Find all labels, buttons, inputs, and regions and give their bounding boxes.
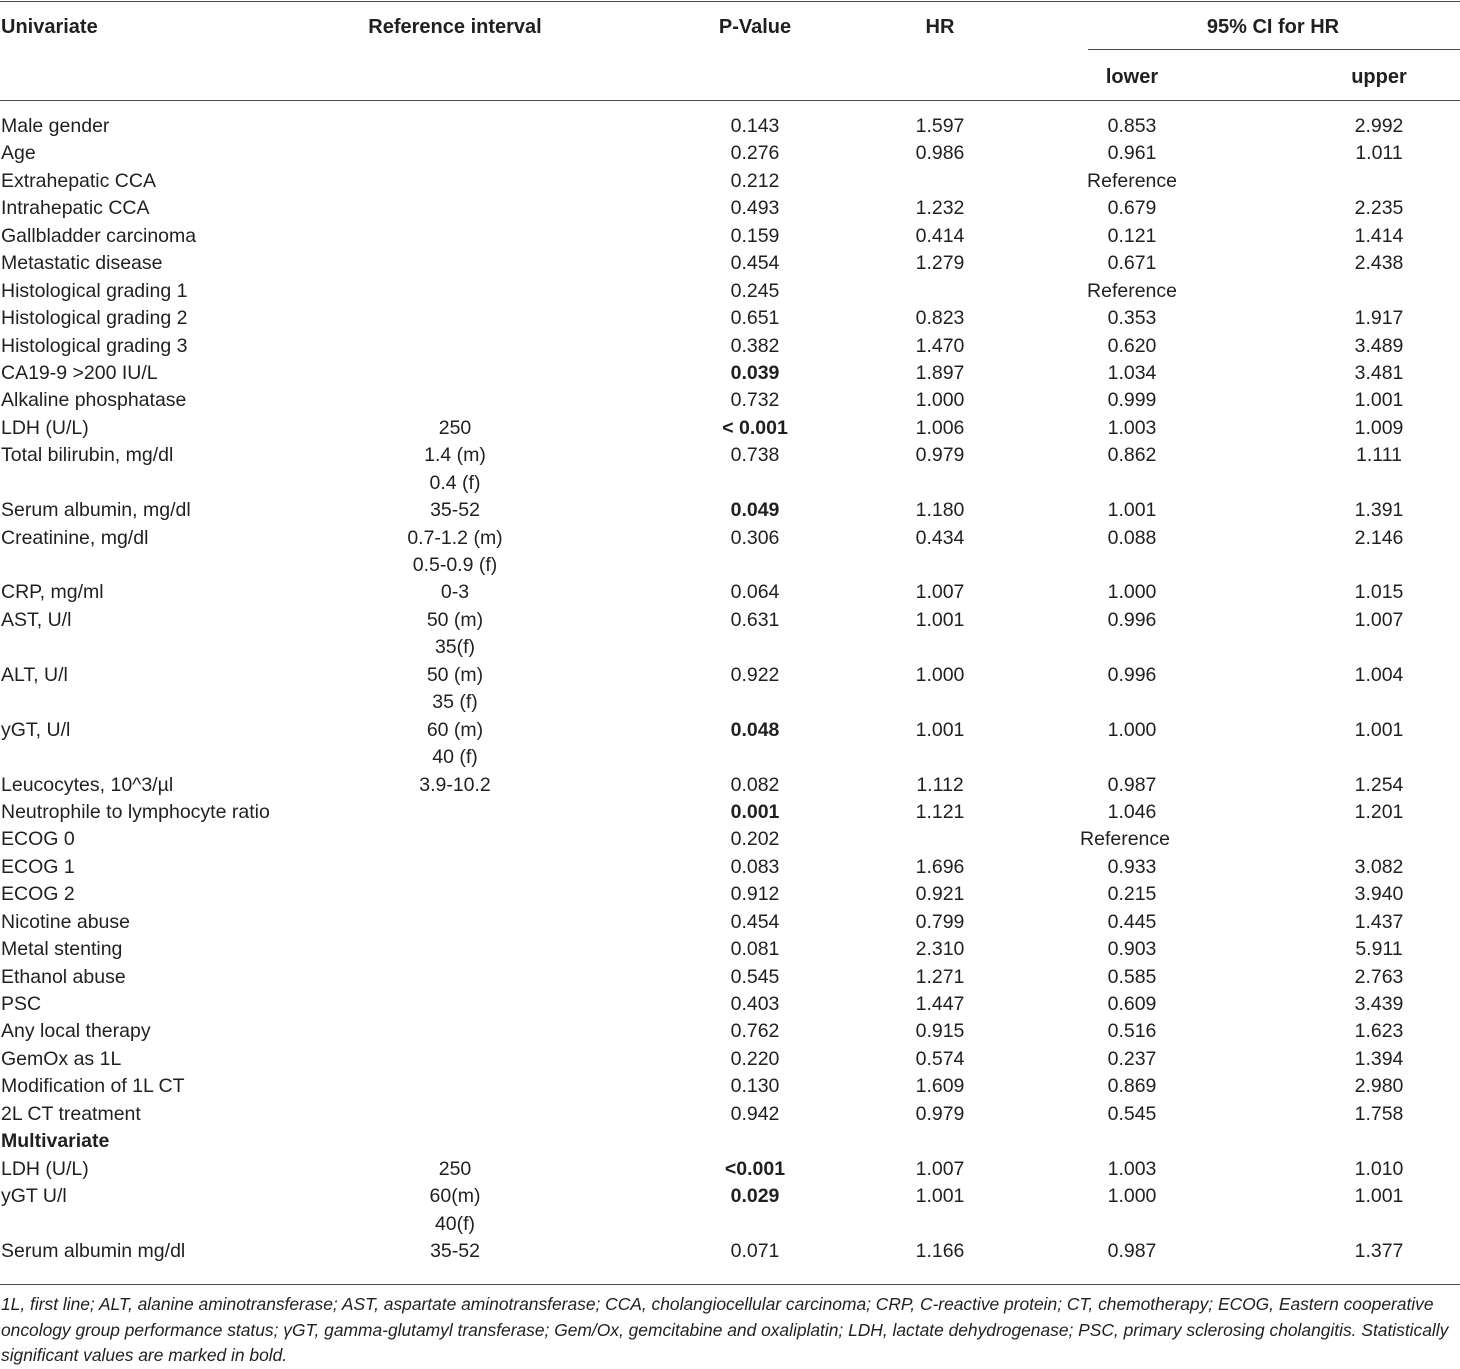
hr-cell: 1.609 — [915, 1075, 965, 1098]
ci-lower-cell: 1.000 — [1107, 718, 1157, 741]
ci-upper-cell: 1.758 — [1354, 1102, 1404, 1125]
table-body — [0, 113, 1460, 1265]
row-label: GemOx as 1L — [1, 1047, 122, 1070]
table-row — [0, 826, 1460, 853]
ci-lower-cell: 0.999 — [1107, 389, 1157, 412]
row-label: Male gender — [1, 115, 110, 137]
row-label: Total bilirubin, mg/dl — [1, 444, 174, 467]
ci-lower-cell: 1.046 — [1107, 800, 1157, 823]
table-row — [0, 1101, 1460, 1128]
hr-cell: 1.271 — [915, 965, 965, 988]
reference-interval-cell: 50 (m) — [426, 663, 484, 686]
p-value-cell: 0.001 — [730, 800, 780, 823]
reference-category-cell: Reference — [1087, 279, 1177, 302]
p-value-cell: 0.064 — [730, 581, 780, 604]
row-label: ECOG 0 — [1, 828, 75, 851]
table-row — [0, 909, 1460, 936]
ci-upper-cell: 3.481 — [1354, 361, 1404, 384]
hr-cell: 1.001 — [915, 608, 965, 631]
header-univariate: Univariate — [1, 16, 98, 38]
ci-lower-cell: 0.516 — [1107, 1020, 1157, 1043]
p-value-cell: 0.454 — [730, 252, 780, 275]
hr-cell: 0.434 — [915, 526, 965, 549]
reference-interval-cell: 35-52 — [430, 499, 480, 522]
p-value-cell: 0.403 — [730, 993, 780, 1015]
row-label: yGT U/l — [1, 1185, 67, 1208]
row-label: Serum albumin mg/dl — [1, 1239, 186, 1262]
p-value-cell: 0.738 — [730, 444, 780, 467]
row-label: Leucocytes, 10^3/µl — [1, 773, 174, 796]
header-ci-group: 95% CI for HR — [1206, 16, 1340, 38]
hr-cell: 0.414 — [915, 224, 965, 247]
p-value-cell: < 0.001 — [722, 416, 788, 439]
hr-cell: 1.897 — [915, 361, 965, 384]
reference-interval-cell: 250 — [438, 416, 472, 439]
reference-interval-cell: 0.4 (f) — [429, 471, 481, 494]
ci-upper-cell: 1.394 — [1354, 1047, 1404, 1070]
table-row — [0, 772, 1460, 799]
header-reference-interval: Reference interval — [368, 16, 542, 38]
table-row — [0, 442, 1460, 469]
table-row — [0, 552, 1460, 579]
ci-upper-cell: 3.940 — [1354, 883, 1404, 906]
ci-upper-cell: 1.011 — [1355, 142, 1403, 165]
row-label: ECOG 2 — [1, 883, 75, 906]
row-label: Metal stenting — [1, 938, 123, 961]
ci-lower-cell: 0.987 — [1107, 773, 1157, 796]
row-label: Histological grading 1 — [1, 279, 188, 302]
ci-lower-cell: 0.679 — [1107, 197, 1157, 220]
table-row — [0, 250, 1460, 277]
table-row — [0, 717, 1460, 744]
row-label: PSC — [1, 993, 42, 1015]
row-label: Extrahepatic CCA — [1, 169, 156, 192]
row-label: LDH (U/L) — [1, 416, 89, 439]
reference-category-cell: Reference — [1080, 828, 1170, 851]
ci-lower-cell: 0.996 — [1107, 663, 1157, 686]
footnote-abbreviations: 1L, first line; ALT, alanine aminotransferase; AST, aspartate aminotransferase; CCA, cholangiocellular carcinoma; CRP, C-reactive protein; CT, chemotherapy; ECOG, Eastern cooperative oncology group performance status; γGT, gamma-glutamyl transferase; Gem/Ox, gemcitabine and oxaliplatin; LDH, lactate dehydrogenase; PSC, primary sclerosing cholangitis. — [1, 1294, 1434, 1340]
ci-lower-cell: 0.353 — [1107, 307, 1157, 330]
ci-upper-cell: 5.911 — [1355, 938, 1403, 961]
p-value-cell: 0.651 — [730, 307, 780, 330]
ci-lower-cell: 0.933 — [1107, 855, 1157, 878]
ci-lower-cell: 0.996 — [1107, 608, 1157, 631]
table-row — [0, 305, 1460, 332]
table-row — [0, 497, 1460, 524]
ci-upper-cell: 1.001 — [1354, 1185, 1404, 1208]
p-value-cell: 0.912 — [730, 883, 780, 906]
ci-upper-cell: 2.992 — [1354, 115, 1404, 137]
row-label: 2L CT treatment — [1, 1102, 141, 1125]
reference-interval-cell: 0.5-0.9 (f) — [412, 554, 498, 576]
ci-lower-cell: 1.000 — [1107, 581, 1157, 604]
table-row — [0, 854, 1460, 881]
row-label: Any local therapy — [1, 1020, 151, 1043]
row-label: yGT, U/l — [1, 718, 71, 741]
ci-upper-cell: 2.438 — [1354, 252, 1404, 275]
ci-lower-cell: 0.903 — [1107, 938, 1157, 961]
table-row — [0, 525, 1460, 552]
reference-interval-cell: 0-3 — [440, 581, 470, 604]
ci-lower-cell: 0.869 — [1107, 1075, 1157, 1098]
table-bottom-rule — [0, 1284, 1460, 1285]
ci-lower-cell: 0.671 — [1107, 252, 1157, 275]
ci-upper-cell: 1.001 — [1354, 389, 1404, 412]
ci-lower-cell: 1.000 — [1107, 1185, 1157, 1208]
ci-upper-cell: 2.980 — [1354, 1075, 1404, 1098]
table-row — [0, 1156, 1460, 1183]
ci-upper-cell: 2.146 — [1354, 526, 1404, 549]
ci-upper-cell: 3.439 — [1354, 993, 1404, 1015]
table-row — [0, 579, 1460, 606]
p-value-cell: 0.631 — [730, 608, 780, 631]
reference-interval-cell: 35-52 — [430, 1239, 480, 1262]
hr-cell: 1.112 — [916, 773, 964, 796]
ci-lower-cell: 1.003 — [1107, 416, 1157, 439]
table-row — [0, 1018, 1460, 1045]
ci-upper-cell: 1.007 — [1354, 608, 1404, 631]
p-value-cell: 0.083 — [730, 855, 780, 878]
table-row — [0, 689, 1460, 716]
p-value-cell: <0.001 — [724, 1157, 786, 1180]
ci-upper-cell: 3.489 — [1354, 334, 1404, 357]
table-row — [0, 360, 1460, 387]
ci-upper-cell: 1.254 — [1354, 773, 1404, 796]
hr-cell: 0.823 — [915, 307, 965, 330]
p-value-cell: 0.212 — [730, 169, 780, 192]
p-value-cell: 0.245 — [730, 279, 780, 302]
p-value-cell: 0.039 — [730, 361, 780, 384]
hr-cell: 1.279 — [915, 252, 965, 275]
row-label: CA19-9 >200 IU/L — [1, 361, 158, 384]
row-label: CRP, mg/ml — [1, 581, 104, 604]
ci-lower-cell: 0.445 — [1107, 910, 1157, 933]
p-value-cell: 0.493 — [730, 197, 780, 220]
table-row — [0, 881, 1460, 908]
ci-upper-cell: 1.437 — [1354, 910, 1404, 933]
table-row — [0, 195, 1460, 222]
reference-interval-cell: 35 (f) — [432, 691, 478, 714]
ci-lower-cell: 0.121 — [1107, 224, 1157, 247]
hr-cell: 0.799 — [915, 910, 965, 933]
table-row — [0, 223, 1460, 250]
p-value-cell: 0.382 — [730, 334, 780, 357]
reference-interval-cell: 35(f) — [434, 636, 476, 659]
hr-cell: 1.006 — [915, 416, 965, 439]
ci-upper-cell: 1.015 — [1354, 581, 1404, 604]
reference-interval-cell: 250 — [438, 1157, 472, 1180]
row-label: Metastatic disease — [1, 252, 163, 275]
p-value-cell: 0.143 — [730, 115, 780, 137]
reference-interval-cell: 60(m) — [429, 1185, 481, 1208]
reference-interval-cell: 1.4 (m) — [424, 444, 486, 467]
reference-interval-cell: 40(f) — [434, 1212, 476, 1235]
header-hr: HR — [925, 16, 955, 38]
hr-cell: 1.001 — [915, 1185, 965, 1208]
p-value-cell: 0.220 — [730, 1047, 780, 1070]
hr-cell: 0.986 — [915, 142, 965, 165]
table-row — [0, 1046, 1460, 1073]
row-label: ALT, U/l — [1, 663, 68, 686]
section-header-row — [0, 1128, 1460, 1155]
row-label: Histological grading 2 — [1, 307, 188, 330]
row-label: Alkaline phosphatase — [1, 389, 187, 412]
row-label: LDH (U/L) — [1, 1157, 89, 1180]
reference-interval-cell: 3.9-10.2 — [419, 773, 491, 796]
reference-interval-cell: 0.7-1.2 (m) — [407, 526, 503, 549]
hr-cell: 1.696 — [915, 855, 965, 878]
hr-cell: 1.000 — [915, 389, 965, 412]
table-row — [0, 1238, 1460, 1265]
table-row — [0, 470, 1460, 497]
table-row — [0, 607, 1460, 634]
row-label: AST, U/l — [1, 608, 72, 631]
row-label: Ethanol abuse — [1, 965, 126, 988]
ci-group-rule — [1088, 49, 1460, 50]
row-label: Nicotine abuse — [1, 910, 130, 933]
ci-upper-cell: 1.201 — [1354, 800, 1404, 823]
row-label: Serum albumin, mg/dl — [1, 499, 191, 522]
table-row — [0, 140, 1460, 167]
hr-cell: 0.979 — [915, 444, 965, 467]
table-row — [0, 1183, 1460, 1210]
ci-lower-cell: 0.961 — [1107, 142, 1157, 165]
p-value-cell: 0.942 — [730, 1102, 780, 1125]
hr-cell: 1.232 — [915, 197, 965, 220]
table-row — [0, 991, 1460, 1018]
p-value-cell: 0.202 — [730, 828, 780, 851]
row-label: Histological grading 3 — [1, 334, 188, 357]
ci-lower-cell: 0.620 — [1107, 334, 1157, 357]
ci-lower-cell: 1.034 — [1107, 361, 1157, 384]
ci-lower-cell: 0.215 — [1107, 883, 1157, 906]
table-row — [0, 1211, 1460, 1238]
table-footnote — [1, 1292, 1459, 1369]
ci-lower-cell: 0.987 — [1107, 1239, 1157, 1262]
ci-lower-cell: 0.545 — [1107, 1102, 1157, 1125]
hr-cell: 1.166 — [915, 1239, 965, 1262]
hr-cell: 0.915 — [915, 1020, 965, 1043]
row-label: Age — [1, 142, 36, 165]
hr-cell: 0.979 — [915, 1102, 965, 1125]
p-value-cell: 0.071 — [730, 1239, 780, 1262]
hr-cell: 1.007 — [915, 581, 965, 604]
p-value-cell: 0.159 — [730, 224, 780, 247]
row-label: Neutrophile to lymphocyte ratio — [1, 800, 270, 823]
header-ci-upper: upper — [1351, 66, 1407, 88]
ci-lower-cell: 0.853 — [1107, 115, 1157, 137]
p-value-cell: 0.049 — [730, 499, 780, 522]
p-value-cell: 0.029 — [730, 1185, 780, 1208]
hr-cell: 0.574 — [915, 1047, 965, 1070]
reference-interval-cell: 50 (m) — [426, 608, 484, 631]
ci-lower-cell: 0.862 — [1107, 444, 1157, 467]
reference-interval-cell: 60 (m) — [426, 718, 484, 741]
ci-upper-cell: 1.623 — [1354, 1020, 1404, 1043]
hr-cell: 1.470 — [915, 334, 965, 357]
header-ci-lower: lower — [1105, 66, 1159, 88]
p-value-cell: 0.922 — [730, 663, 780, 686]
section-label: Multivariate — [1, 1130, 110, 1153]
p-value-cell: 0.081 — [730, 938, 780, 961]
table-top-rule — [0, 1, 1460, 2]
p-value-cell: 0.276 — [730, 142, 780, 165]
ci-lower-cell: 0.088 — [1107, 526, 1157, 549]
table-row — [0, 634, 1460, 661]
reference-category-cell: Reference — [1087, 169, 1177, 192]
hr-cell: 1.447 — [915, 993, 965, 1015]
footnote-significance: Statistically significant values are marked in bold. — [1, 1319, 1449, 1365]
p-value-cell: 0.545 — [730, 965, 780, 988]
header-bottom-rule — [0, 100, 1460, 101]
p-value-cell: 0.130 — [730, 1075, 780, 1098]
p-value-cell: 0.306 — [730, 526, 780, 549]
row-label: Gallbladder carcinoma — [1, 224, 197, 247]
p-value-cell: 0.732 — [730, 389, 780, 412]
table-row — [0, 113, 1460, 140]
ci-upper-cell: 1.010 — [1354, 1157, 1404, 1180]
p-value-cell: 0.048 — [730, 718, 780, 741]
reference-interval-cell: 40 (f) — [432, 746, 478, 769]
ci-lower-cell: 0.585 — [1107, 965, 1157, 988]
hr-cell: 1.597 — [915, 115, 965, 137]
ci-upper-cell: 1.391 — [1354, 499, 1404, 522]
ci-upper-cell: 1.414 — [1354, 224, 1404, 247]
table-row — [0, 1073, 1460, 1100]
row-label: Creatinine, mg/dl — [1, 526, 149, 549]
table-row — [0, 333, 1460, 360]
ci-upper-cell: 3.082 — [1354, 855, 1404, 878]
table-row — [0, 662, 1460, 689]
ci-upper-cell: 1.001 — [1354, 718, 1404, 741]
table-row — [0, 799, 1460, 826]
hr-cell: 1.007 — [915, 1157, 965, 1180]
ci-lower-cell: 0.609 — [1107, 993, 1157, 1015]
ci-lower-cell: 0.237 — [1107, 1047, 1157, 1070]
ci-upper-cell: 2.763 — [1354, 965, 1404, 988]
row-label: ECOG 1 — [1, 855, 75, 878]
ci-lower-cell: 1.001 — [1107, 499, 1157, 522]
hr-cell: 1.000 — [915, 663, 965, 686]
table-row — [0, 387, 1460, 414]
row-label: Intrahepatic CCA — [1, 197, 150, 220]
row-label: Modification of 1L CT — [1, 1075, 185, 1098]
ci-upper-cell: 1.004 — [1354, 663, 1404, 686]
table-row — [0, 744, 1460, 771]
p-value-cell: 0.082 — [730, 773, 780, 796]
ci-upper-cell: 1.377 — [1354, 1239, 1404, 1262]
ci-upper-cell: 1.009 — [1354, 416, 1404, 439]
table-row — [0, 415, 1460, 442]
p-value-cell: 0.454 — [730, 910, 780, 933]
table-row — [0, 964, 1460, 991]
header-p-value: P-Value — [718, 16, 792, 38]
ci-upper-cell: 1.111 — [1356, 444, 1402, 467]
ci-upper-cell: 2.235 — [1354, 197, 1404, 220]
hr-cell: 2.310 — [915, 938, 965, 961]
table-row — [0, 168, 1460, 195]
hr-cell: 1.001 — [915, 718, 965, 741]
hr-cell: 0.921 — [915, 883, 965, 906]
hr-cell: 1.180 — [915, 499, 965, 522]
table-row — [0, 936, 1460, 963]
hr-cell: 1.121 — [915, 800, 965, 823]
ci-upper-cell: 1.917 — [1354, 307, 1404, 330]
ci-lower-cell: 1.003 — [1107, 1157, 1157, 1180]
p-value-cell: 0.762 — [730, 1020, 780, 1043]
table-row — [0, 278, 1460, 305]
